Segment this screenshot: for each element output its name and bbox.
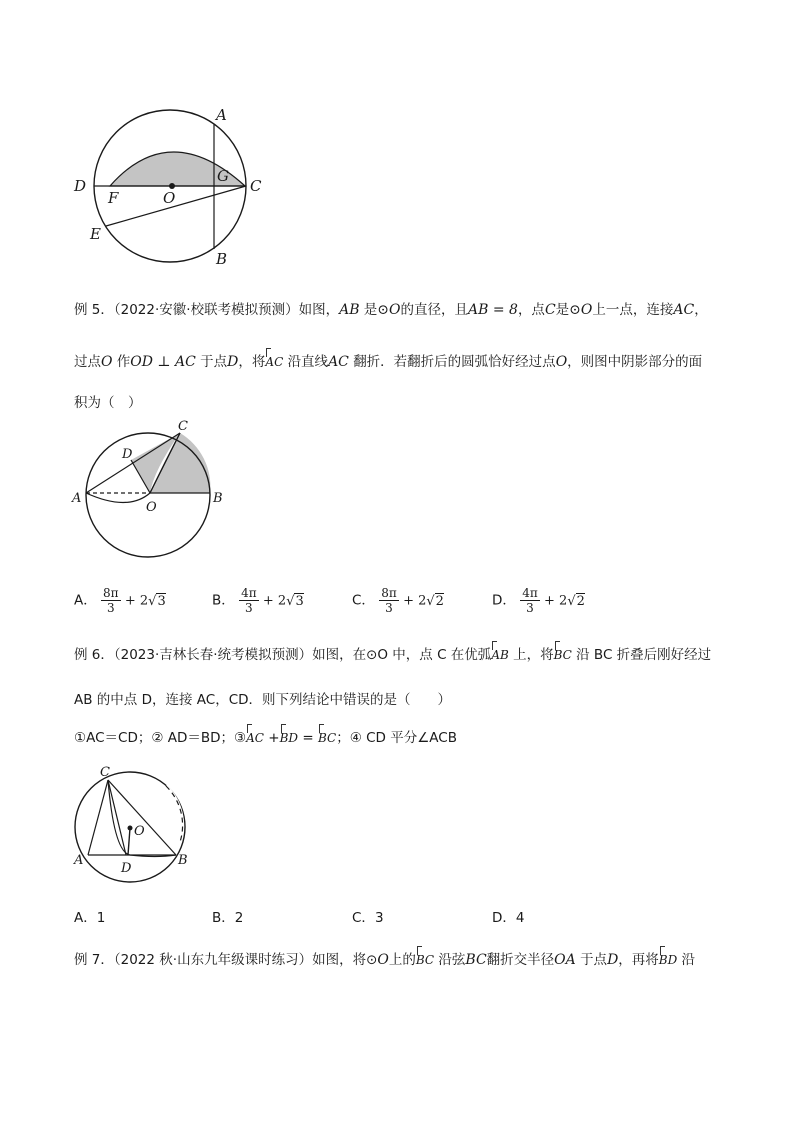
chord-AC <box>88 780 108 855</box>
ex6-line-3: ①AC＝CD；② AD＝BD；③AC +BD = BC；④ CD 平分∠ACB <box>74 730 457 746</box>
label-E: E <box>90 225 101 243</box>
ex5-option-c[interactable]: C． $\frac{8\pi}{3}$ + 2√2 <box>352 586 444 615</box>
figure-circle-2 <box>68 420 238 570</box>
chord-CB <box>108 780 176 855</box>
label-C: C <box>250 177 262 195</box>
label-D: D <box>122 447 133 462</box>
ex5-option-b[interactable]: B． $\frac{4\pi}{3}$ + 2√3 <box>212 586 304 615</box>
figure-circle-1 <box>70 100 290 270</box>
label-B: B <box>216 250 228 268</box>
arc-AC-symbol: AC <box>246 728 264 748</box>
ex5-line-2: 过点O 作OD ⊥ AC 于点D，将AC 沿直线AC 翻折．若翻折后的圆弧恰好经过点O，则图中阴影部分的面 <box>74 354 703 370</box>
label-A: A <box>74 853 84 868</box>
ex7-line-1: 例 7．（2022 秋·山东九年级课时练习）如图，将⊙O上的BC 沿弦BC翻折交半径OA 于点D，再将BD 沿 <box>74 952 696 968</box>
segment-OD <box>128 828 130 855</box>
arc-BC-symbol: BC <box>416 950 434 970</box>
figure-circle-3 <box>70 762 200 892</box>
arc-BD-symbol: BD <box>659 950 677 970</box>
folded-arc-dashed <box>166 786 183 842</box>
label-A: A <box>72 491 82 506</box>
label-A: A <box>216 106 227 124</box>
label-O: O <box>146 500 157 515</box>
ex6-option-c[interactable]: C．3 <box>352 910 384 926</box>
ex6-option-b[interactable]: B．2 <box>212 910 244 926</box>
label-F: F <box>108 189 119 207</box>
arc-AB-symbol: AB <box>491 645 508 665</box>
label-D: D <box>74 177 87 195</box>
arc-AC-symbol: AC <box>265 352 283 372</box>
chord-EC <box>106 186 246 226</box>
ex6-option-d[interactable]: D．4 <box>492 910 525 926</box>
center-O <box>128 826 133 831</box>
label-D: D <box>121 861 132 876</box>
arc-BC-symbol: BC <box>554 645 572 665</box>
ex5-option-d[interactable]: D． $\frac{4\pi}{3}$ + 2√2 <box>492 586 585 615</box>
arc-BD-symbol: BD <box>280 728 298 748</box>
ex5-line-3: 积为（ ） <box>74 395 142 411</box>
ex6-line-2: AB 的中点 D，连接 AC，CD．则下列结论中错误的是（ ） <box>74 692 452 708</box>
segment-CD <box>108 780 126 855</box>
ex5-line-1: 例 5．（2022·安徽·校联考模拟预测）如图，AB 是⊙O的直径，且AB = 8，点C是⊙O上一点，连接AC， <box>74 302 708 318</box>
label-B: B <box>178 853 188 868</box>
label-O: O <box>134 824 145 839</box>
ex5-option-a[interactable]: A． $\frac{8\pi}{3}$ + 2√3 <box>74 586 166 615</box>
arc-BC-symbol: BC <box>318 728 336 748</box>
label-O: O <box>163 189 176 207</box>
ex6-line-1: 例 6．（2023·吉林长春·统考模拟预测）如图，在⊙O 中，点 C 在优弧AB 上，将BC 沿 BC 折叠后刚好经过 <box>74 647 712 663</box>
label-C: C <box>100 765 110 780</box>
label-C: C <box>178 419 188 434</box>
label-B: B <box>213 491 223 506</box>
label-G: G <box>217 167 229 185</box>
ex6-option-a[interactable]: A．1 <box>74 910 106 926</box>
